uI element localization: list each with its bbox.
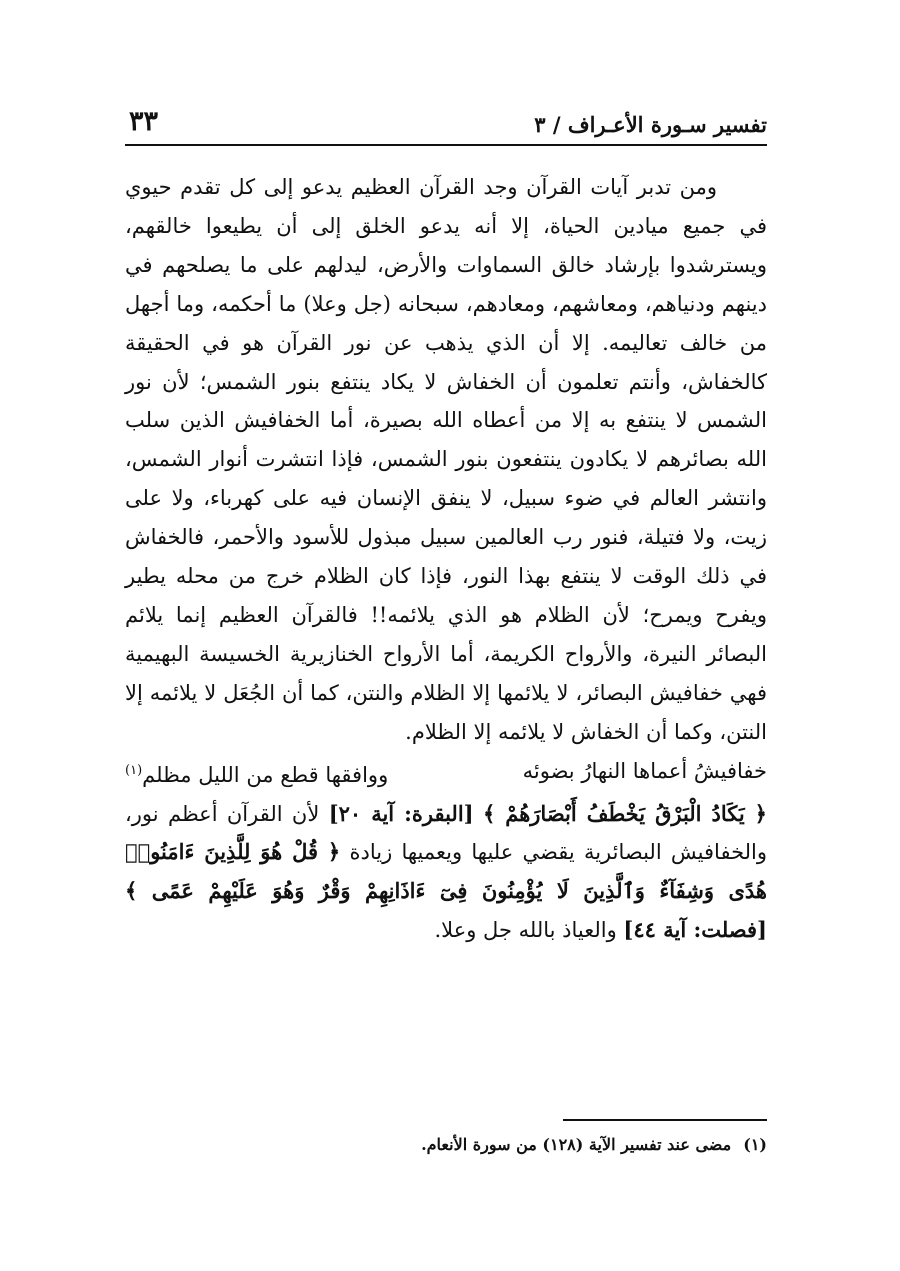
footnote-separator	[563, 1119, 767, 1121]
footnote-text: مضى عند تفسير الآية (١٢٨) من سورة الأنعام.	[421, 1135, 732, 1154]
page-number: ٣٣	[129, 106, 159, 137]
body-text	[125, 168, 767, 950]
verse-second-hemistich: ووافقها قطع من الليل مظلم	[142, 762, 389, 787]
footnote-marker: (١)	[125, 762, 143, 778]
quran-verse-baqarah: ﴿ يَكَادُ الْبَرْقُ يَخْطَفُ أَبْصَارَهُمْ ﴾	[482, 800, 767, 826]
verse-first-hemistich: خفافيشُ أعماها النهارُ بضوئه	[522, 758, 767, 783]
main-paragraph: ومن تدبر آيات القرآن وجد القرآن العظيم يدعو إلى كل تقدم حيوي في جميع ميادين الحياة، إلا أنه يدعو الخلق إلى أن يطيعوا خالقهم، ويسترشدوا بإرشاد خالق السماوات والأرض، ليدلهم على ما يصلحهم في دينهم ودنياهم، ومعاشهم، ومعادهم، سبحانه (جل وعلا) ما أحكمه، وما أجهل من خالف تعاليمه. إلا أن الذي يذهب عن نور القرآن هو في الحقيقة كالخفاش، وأنتم تعلمون أن الخفاش لا يكاد ينتفع بنور الشمس؛ لأن نور الشمس لا ينتفع به إلا من أعطاه الله بصيرة، أما الخفافيش الذين سلب الله بصائرهم لا يكادون ينتفعون بنور الشمس، فإذا انتشرت أنوار الشمس، وانتشر العالم في ضوء سبيل، لا ينفق الإنسان فيه على كهرباء، ولا على زيت، ولا فتيلة، فنور رب العالمين سبيل مبذول للأسود والأحمر، فالخفاش في ذلك الوقت لا ينتفع بهذا النور، فإذا كان الظلام خرج من محله يطير ويفرح ويمرح؛ لأن الظلام هو الذي يلائمه!! فالقرآن العظيم إنما يلائم البصائر النيرة، والأرواح الكريمة، أما الأرواح الخنازيرية الخسيسة البهيمية فهي خفافيش البصائر، لا يلائمها إلا الظلام والنتن، كما أن الجُعَل لا يلائمه إلا النتن، وكما أن الخفاش لا يلائمه إلا الظلام.	[125, 175, 767, 744]
running-title: تفسير سـورة الأعـراف / ٣	[534, 112, 767, 137]
quran-verse-fussilat: ﴿ قُلْ هُوَ لِلَّذِينَ ءَامَنُوا۟ هُدًى وَشِفَآءٌ وَٱلَّذِينَ لَا يُؤْمِنُونَ فِىٓ ءَاذَانِهِمْ وَقْرٌ وَهُوَ عَلَيْهِمْ عَمًى ﴾	[125, 839, 767, 904]
footnote-1	[133, 1135, 767, 1154]
citation-baqarah: [البقرة: آية ٢٠]	[328, 800, 474, 826]
verse-second-hemistich-wrap	[125, 752, 388, 795]
quran-paragraph	[125, 795, 767, 951]
page-header	[125, 100, 767, 146]
citation-fussilat: [فصلت: آية ٤٤]	[623, 917, 767, 943]
poetry-verse	[125, 752, 767, 795]
footnote-number: (١)	[743, 1135, 767, 1154]
closing-text: والعياذ بالله جل وعلا.	[434, 918, 617, 943]
commentary-text: لأن القرآن أعظم نور، والخفافيش البصائرية يقضي عليها ويعميها زيادة	[125, 801, 767, 865]
